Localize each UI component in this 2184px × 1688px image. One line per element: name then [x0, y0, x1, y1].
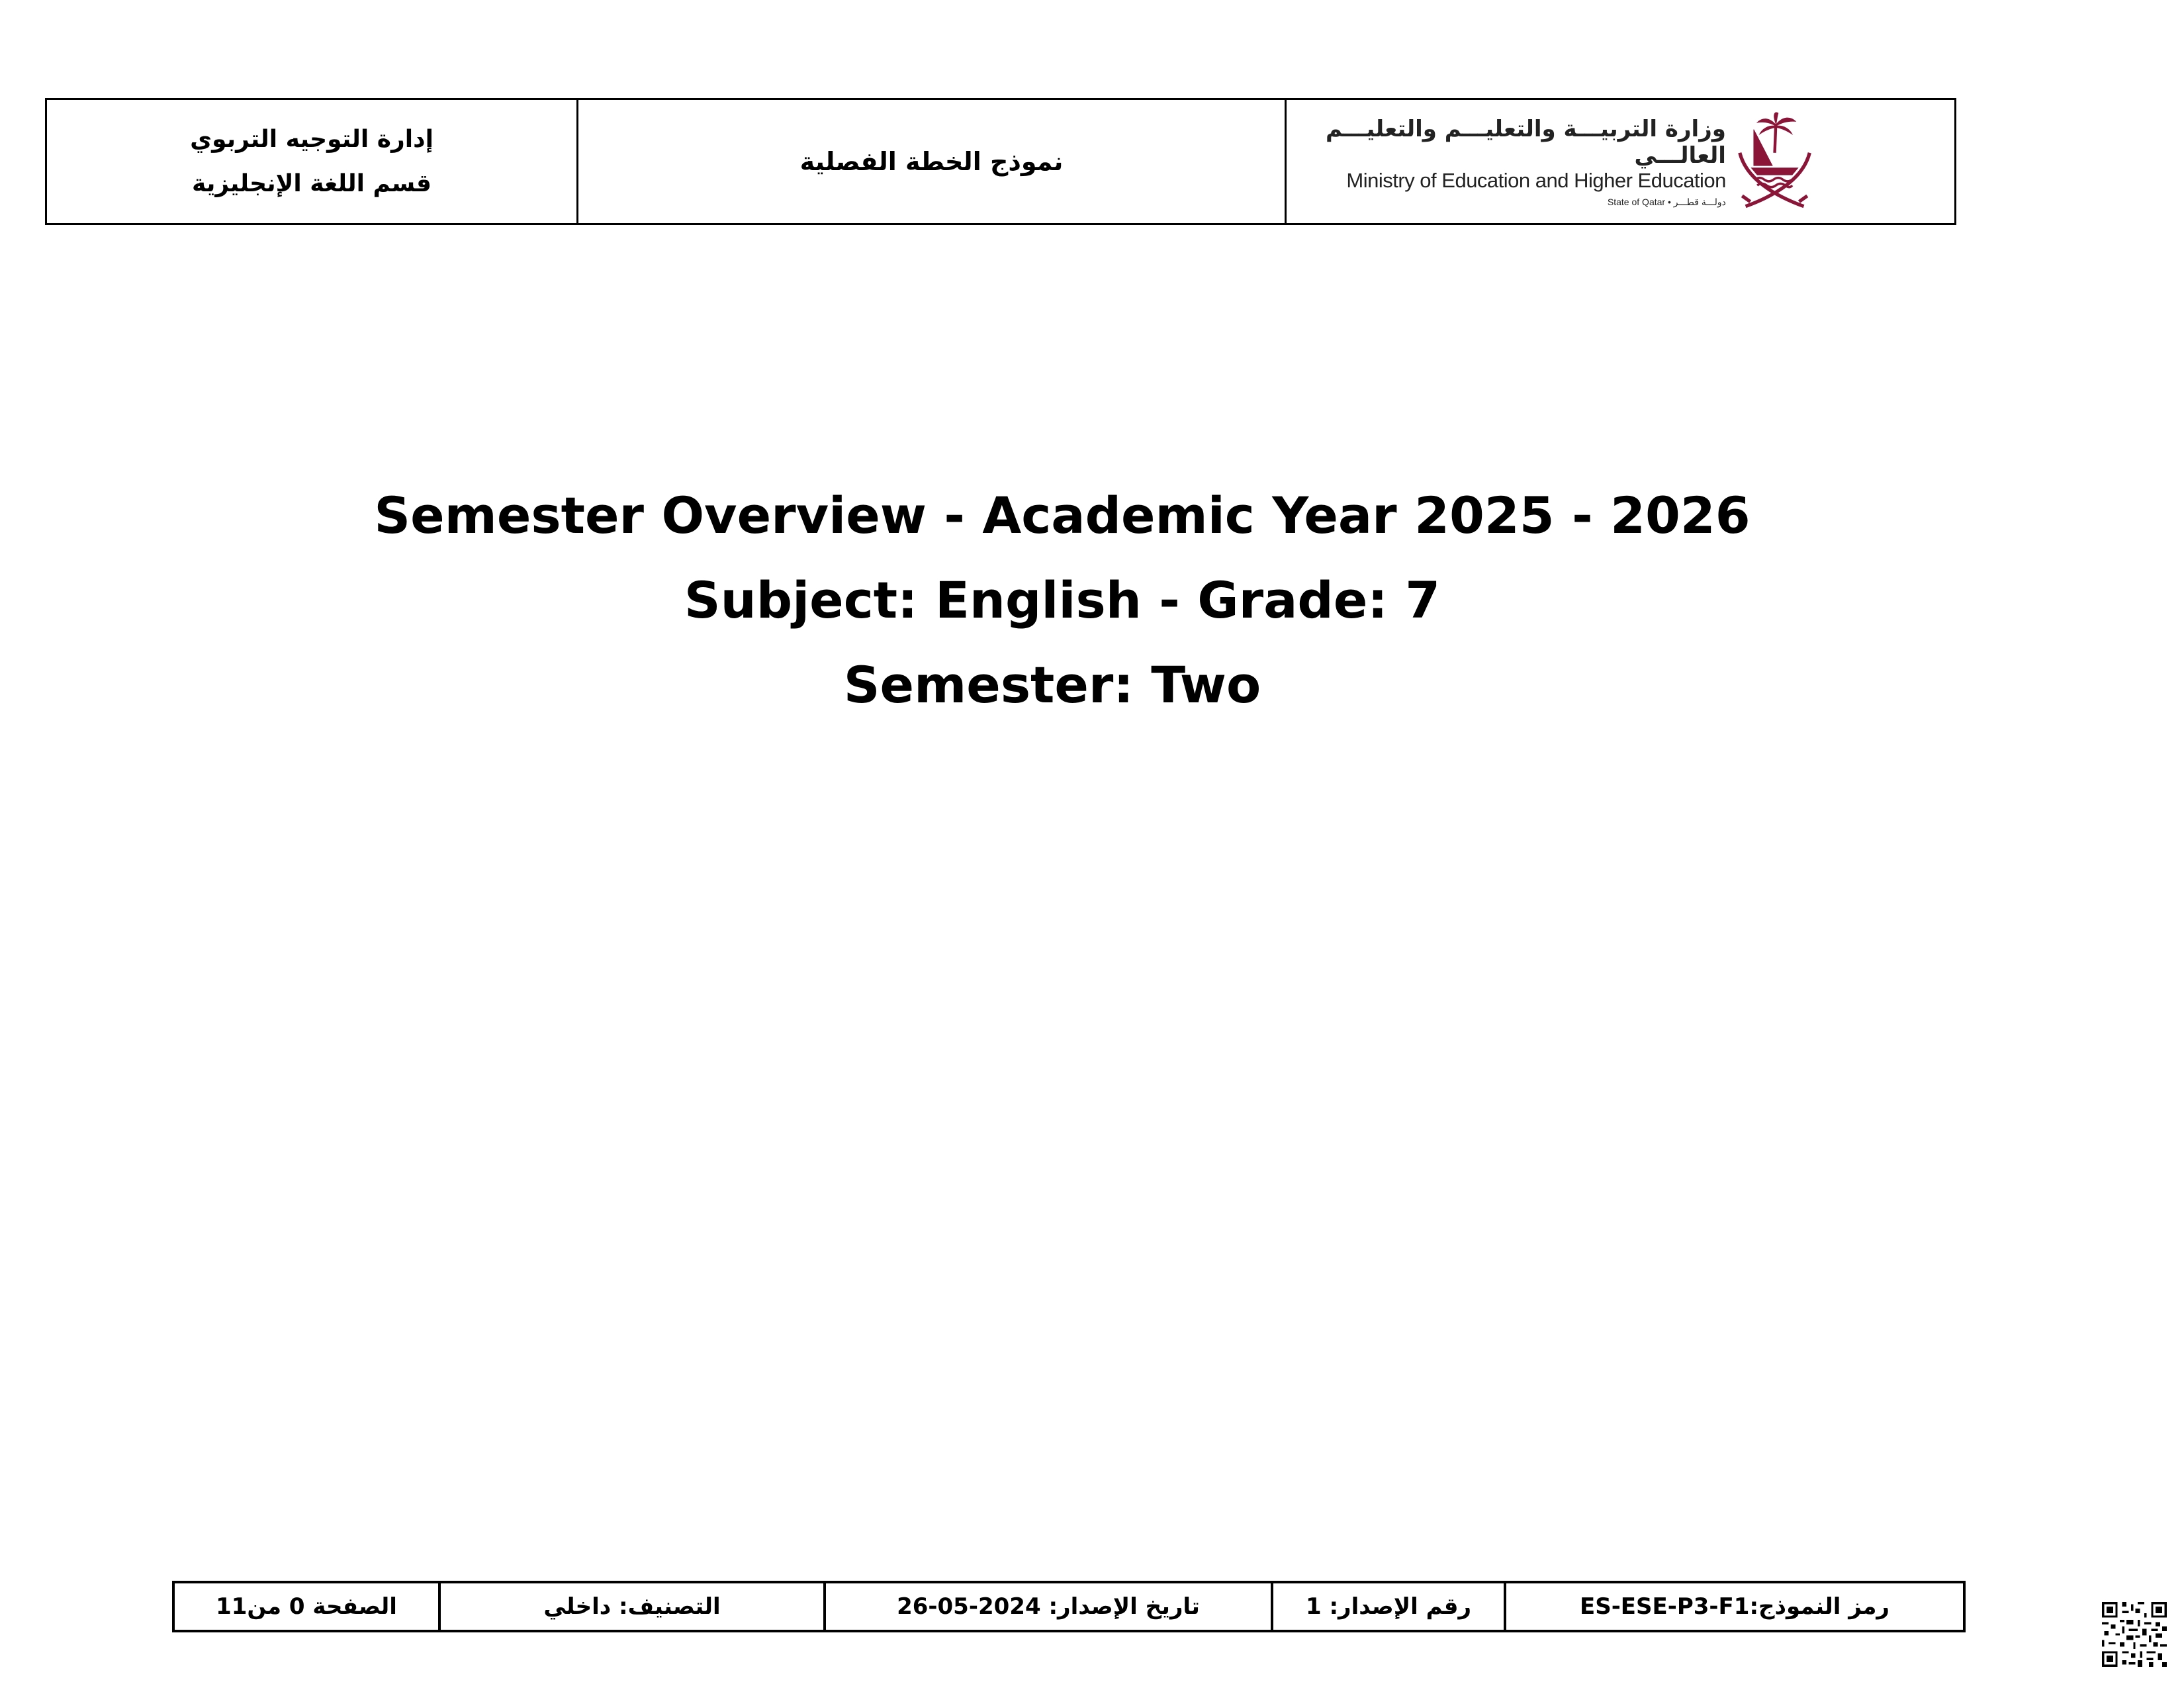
department-line-1: إدارة التوجيه التربوي [190, 126, 433, 153]
form-code: رمز النموذج:ES-ESE-P3-F1 [1504, 1583, 1963, 1630]
qr-code-icon [2102, 1602, 2167, 1667]
ministry-logo [1287, 105, 1815, 218]
classification: التصنيف: داخلي [438, 1583, 823, 1630]
document-header [45, 98, 1956, 225]
department-line-2: قسم اللغة الإنجليزية [192, 170, 432, 197]
state-label: State of Qatar • دولـــة قطـــر [1607, 196, 1726, 207]
form-title-cell [576, 100, 1285, 223]
document-footer [172, 1581, 1966, 1632]
page-number: الصفحة 0 من11 [216, 1593, 397, 1620]
ministry-logo-cell [1285, 100, 1954, 223]
department-cell [47, 100, 576, 223]
qatar-emblem-icon [1734, 105, 1815, 218]
title-academic-year: Semester Overview - Academic Year 2025 - 2026 [374, 486, 1751, 545]
document-titles [0, 473, 2124, 727]
title-subject-grade: Subject: English - Grade: 7 [684, 571, 1441, 630]
form-title: نموذج الخطة الفصلية [799, 147, 1064, 176]
issue-date: تاريخ الإصدار: 2024-05-26 [823, 1583, 1271, 1630]
ministry-name-en: Ministry of Education and Higher Education [1346, 168, 1726, 192]
title-semester: Semester: Two [843, 655, 1261, 714]
issue-number: رقم الإصدار: 1 [1271, 1583, 1504, 1630]
ministry-name-ar: وزارة التربيـــة والتعليـــم والتعليـــم العالـــي [1326, 115, 1726, 169]
